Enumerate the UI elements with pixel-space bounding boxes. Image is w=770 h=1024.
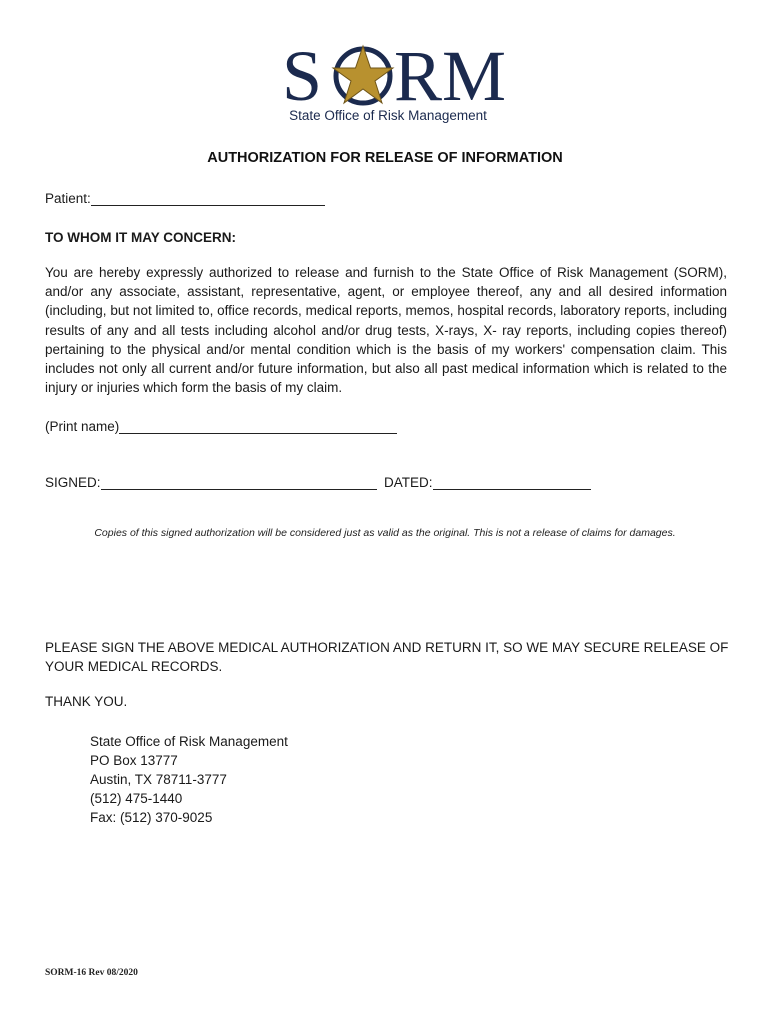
logo-subtitle: State Office of Risk Management	[289, 108, 487, 123]
patient-label: Patient:	[45, 191, 91, 206]
address-city: Austin, TX 78711-3777	[90, 772, 227, 787]
signature-row	[45, 475, 377, 490]
address-phone: (512) 475-1440	[90, 791, 183, 806]
date-blank-line[interactable]	[433, 475, 591, 490]
sorm-logo	[282, 36, 507, 128]
print-name-blank-line[interactable]	[119, 419, 397, 434]
svg-text:S: S	[282, 36, 323, 116]
thank-you: THANK YOU.	[45, 694, 128, 709]
print-name-row	[45, 419, 397, 434]
date-row	[384, 475, 591, 490]
copies-note: Copies of this signed authorization will be considered just as valid as the original. This is not a release of claims for damages.	[94, 527, 676, 539]
star-icon	[333, 46, 393, 103]
signature-blank-line[interactable]	[101, 475, 377, 490]
dated-label: DATED:	[384, 475, 433, 490]
patient-blank-line[interactable]	[91, 191, 325, 206]
address-org: State Office of Risk Management	[90, 734, 288, 749]
signed-label: SIGNED:	[45, 475, 101, 490]
mailing-address	[90, 732, 288, 827]
address-fax: Fax: (512) 370-9025	[90, 810, 213, 825]
address-po-box: PO Box 13777	[90, 753, 178, 768]
print-name-label: (Print name)	[45, 419, 120, 434]
authorization-body: You are hereby expressly authorized to release and furnish to the State Office of Risk Management (SORM), and/or any associate, assistant, representative, agent, or employee thereof, any and all desired information (including, but not limited to, office records, medical reports, memos, hospital records, laboratory reports, including results of any and all tests including alcohol and/or drug tests, X-rays, X- ray reports, including copies thereof) pertaining to the physical and/or mental condition which is the basis of my workers' compensation claim. This includes not only all current and/or future information, but also all past medical information which is related to the injury or injuries which form the basis of my claim.	[45, 265, 727, 396]
form-title: AUTHORIZATION FOR RELEASE OF INFORMATION	[207, 150, 563, 166]
patient-field-row	[45, 191, 325, 206]
form-revision: SORM-16 Rev 08/2020	[45, 968, 138, 978]
salutation: TO WHOM IT MAY CONCERN:	[45, 230, 237, 245]
return-instruction: PLEASE SIGN THE ABOVE MEDICAL AUTHORIZATION AND RETURN IT, SO WE MAY SECURE RELEASE OF YOUR MEDICAL RECORDS.	[45, 640, 729, 675]
svg-text:RM: RM	[394, 36, 507, 116]
